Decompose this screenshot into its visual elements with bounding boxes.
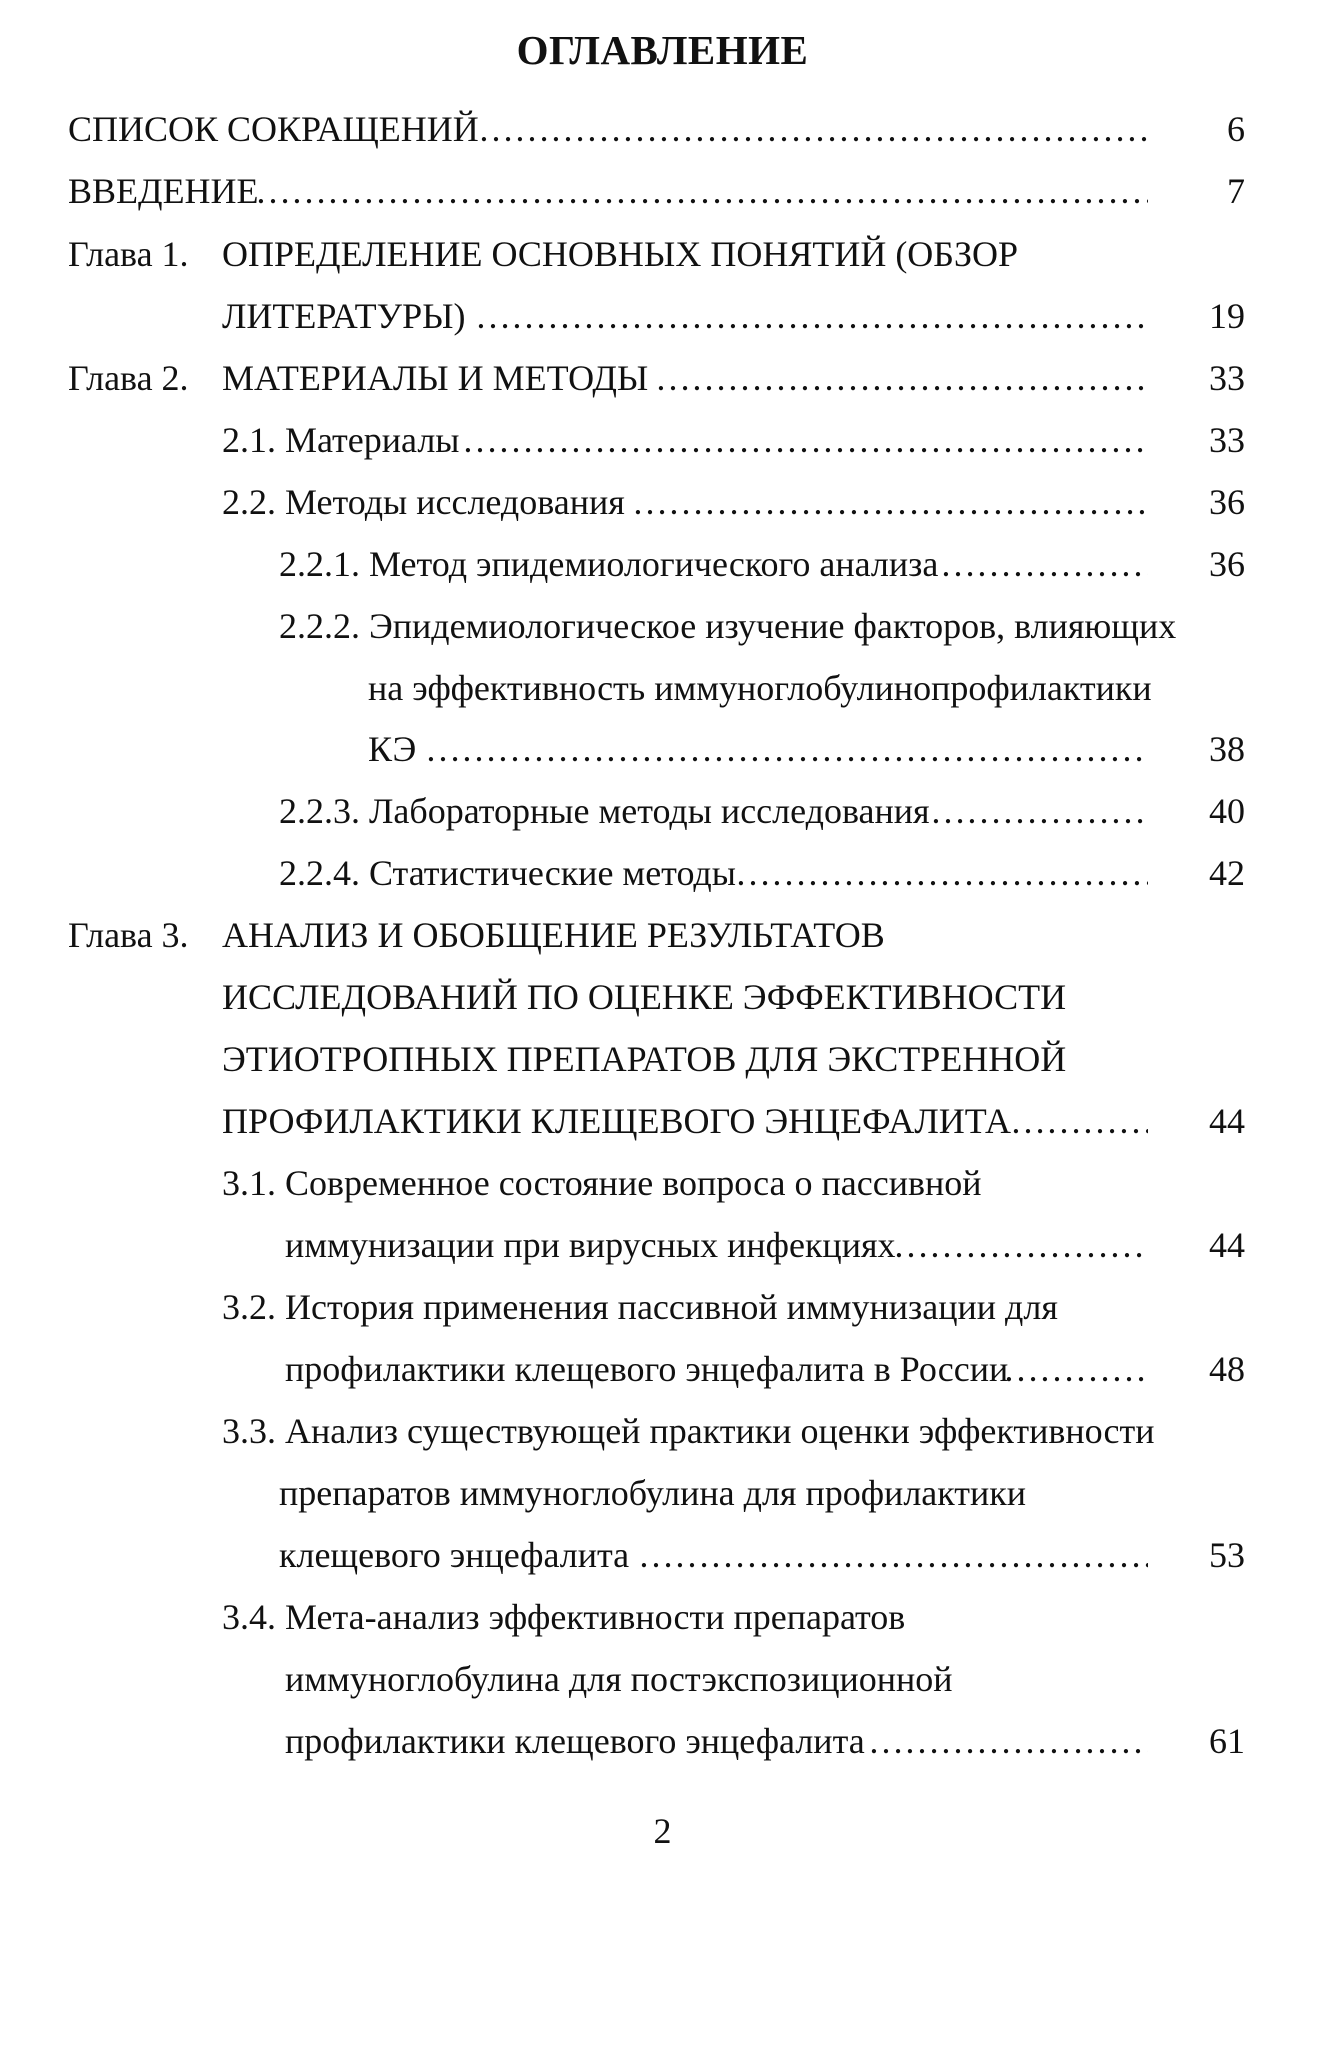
toc-leader-dots	[940, 538, 1148, 590]
chapter-label: Глава 1.	[68, 234, 189, 274]
toc-entry-text: 2.2.1. Метод эпидемиологического анализа	[279, 544, 939, 584]
toc-page-number: 33	[1209, 420, 1245, 460]
toc-page-number: 36	[1209, 544, 1245, 584]
toc-entry-text: иммунизации при вирусных инфекциях	[285, 1225, 896, 1265]
chapter-label: Глава 2.	[68, 358, 189, 398]
toc-entry-text: АНАЛИЗ И ОБОБЩЕНИЕ РЕЗУЛЬТАТОВ	[222, 915, 885, 955]
toc-leader-dots	[425, 723, 1148, 775]
toc-leader-dots	[735, 847, 1148, 899]
toc-page-number: 42	[1209, 853, 1245, 893]
toc-entry-text: ВВЕДЕНИЕ	[68, 171, 259, 211]
toc-page-number: 36	[1209, 482, 1245, 522]
toc-page-number: 44	[1209, 1225, 1245, 1265]
toc-leader-dots	[478, 103, 1148, 155]
toc-page-number: 33	[1209, 358, 1245, 398]
toc-page-number: 19	[1209, 296, 1245, 336]
toc-entry-text: ПРОФИЛАКТИКИ КЛЕЩЕВОГО ЭНЦЕФАЛИТА	[222, 1101, 1011, 1141]
toc-entry-text: 3.2. История применения пассивной иммунизации для	[222, 1287, 1058, 1327]
toc-entry-text: профилактики клещевого энцефалита	[285, 1721, 865, 1761]
toc-entry-text: 3.3. Анализ существующей практики оценки эффективности	[222, 1411, 1155, 1451]
toc-title: ОГЛАВЛЕНИЕ	[516, 27, 809, 73]
toc-entry-text: на эффективность иммуноглобулинопрофилактики	[368, 668, 1152, 708]
toc-entry-text: 2.1. Материалы	[222, 420, 460, 460]
toc-entry-text: ЛИТЕРАТУРЫ)	[222, 296, 466, 336]
toc-entry-text: профилактики клещевого энцефалита в России	[285, 1349, 1009, 1389]
toc-leader-dots	[655, 352, 1148, 404]
toc-entry-text: 2.2.4. Статистические методы	[279, 853, 736, 893]
toc-page-number: 40	[1209, 791, 1245, 831]
toc-page-number: 48	[1209, 1349, 1245, 1389]
toc-leader-dots	[868, 1715, 1148, 1767]
toc-leader-dots	[638, 1529, 1148, 1581]
toc-leader-dots	[632, 476, 1148, 528]
toc-entry-text: клещевого энцефалита	[279, 1535, 630, 1575]
toc-entry-text: 3.4. Мета-анализ эффективности препаратов	[222, 1597, 906, 1637]
toc-page-number: 7	[1227, 171, 1245, 211]
toc-entry-text: препаратов иммуноглобулина для профилактики	[279, 1473, 1027, 1513]
toc-entry-text: КЭ	[368, 729, 417, 769]
toc-leader-dots	[462, 414, 1148, 466]
toc-leader-dots	[893, 1219, 1148, 1271]
toc-entry-text: 2.2.2. Эпидемиологическое изучение факторов, влияющих	[279, 606, 1177, 646]
toc-page-number: 6	[1227, 109, 1245, 149]
toc-page-number: 61	[1209, 1721, 1245, 1761]
page-number: 2	[653, 1811, 672, 1851]
toc-entry-text: 2.2. Методы исследования	[222, 482, 625, 522]
toc-leader-dots	[930, 785, 1148, 837]
toc-entry-text: иммуноглобулина для постэкспозиционной	[285, 1659, 953, 1699]
toc-entry-text: МАТЕРИАЛЫ И МЕТОДЫ	[222, 358, 649, 398]
toc-entry-text: ИССЛЕДОВАНИЙ ПО ОЦЕНКЕ ЭФФЕКТИВНОСТИ	[222, 977, 1067, 1017]
toc-leader-dots	[475, 290, 1148, 342]
toc-entry-text: 2.2.3. Лабораторные методы исследования	[279, 791, 930, 831]
chapter-label: Глава 3.	[68, 915, 189, 955]
toc-entry-text: 3.1. Современное состояние вопроса о пассивной	[222, 1163, 982, 1203]
toc-page-number: 38	[1209, 729, 1245, 769]
toc-page-number: 44	[1209, 1101, 1245, 1141]
toc-entry-text: ОПРЕДЕЛЕНИЕ ОСНОВНЫХ ПОНЯТИЙ (ОБЗОР	[222, 234, 1019, 274]
toc-leader-dots	[1010, 1095, 1148, 1147]
toc-leader-dots	[255, 165, 1148, 217]
toc-entry-text: ЭТИОТРОПНЫХ ПРЕПАРАТОВ ДЛЯ ЭКСТРЕННОЙ	[222, 1039, 1067, 1079]
toc-page-number: 53	[1209, 1535, 1245, 1575]
toc-entry-text: СПИСОК СОКРАЩЕНИЙ	[68, 109, 479, 149]
toc-leader-dots	[1003, 1343, 1148, 1395]
